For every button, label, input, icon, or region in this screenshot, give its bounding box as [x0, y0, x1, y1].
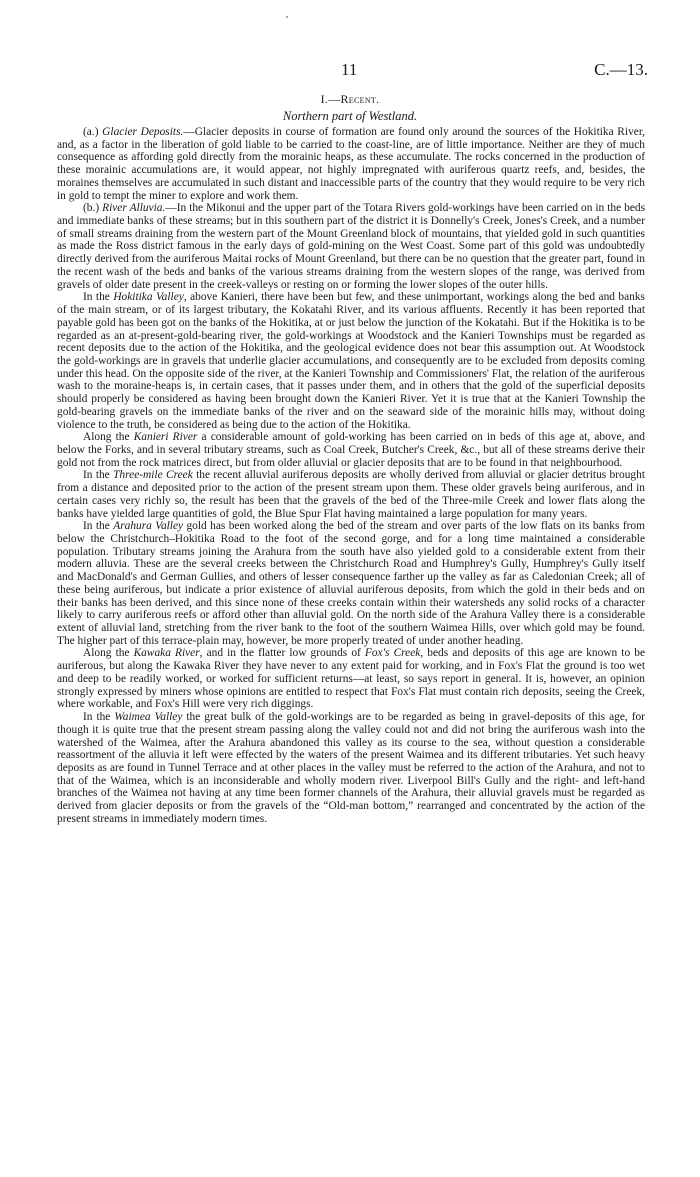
- paragraph-text: gold has been worked along the bed of the stream and over parts of the low flats on its banks from below the Christchurch–Hokitika Road to the foot of the second gorge, and for a long time maintained a considerable population. Tributary streams joining the Arahura from the south have also yielded gold to a considerable extent from their modern alluvia. These are the several creeks between the Christchurch Road and Humphrey's Gully, Humphrey's Gully itself and MacDonald's and German Gullies, and others of lesser consequence farther up the valley as far as Caledonian Creek; all of these being auriferous, but indicate a prior existence of alluvial auriferous deposits, from which the gold in their beds and on their banks has been derived, and this since none of these creeks contain within their watersheds any solid rocks of a character likely to carry auriferous reefs or afford other than alluvial gold. On the north side of the Arahura Valley there is a considerable extent of alluvial land, stretching from the river bank to the foot of the southern Waimea Hills, over which gold may be found. The higher part of this terrace-plain may, however, be more properly treated of under another heading.: [57, 520, 645, 647]
- paragraph-kanieri-river: [57, 431, 645, 469]
- paragraph-lead: In the: [83, 711, 115, 724]
- paragraph-topic: Kawaka River: [133, 647, 200, 660]
- paragraph-text: —Glacier deposits in course of formation are found only around the sources of the Hokitika River, and, as a factor in the liberation of gold liable to be carried to the coast-line, are of little importance. Neither are they of much consequence as affording gold directly from the morainic heaps, as these accumulate. The rocks concerned in the production of these morainic accumulations are, it would appear, not highly impregnated with auriferous quartz reefs, and, besides, the moraines themselves are accumulated in such distant and inaccessible parts of the country that they would require to be very rich in gold to tempt the miner to explore and work them.: [57, 126, 646, 202]
- paragraph-text: a considerable amount of gold-working has been carried on in beds of this age at, above, and below the Forks, and in several tributary streams, such as Coal Creek, Butcher's Creek, &c., but all of these streams derive their gold not from the rock matrices direct, but from older alluvial or glacier deposits that are to be found in that neighbourhood.: [57, 431, 645, 469]
- paragraph-kawaka-river: [57, 647, 645, 711]
- paragraph-topic: River Alluvia.: [102, 202, 166, 215]
- paragraph-topic: Hokitika Valley: [113, 291, 184, 304]
- section-title: Recent.: [340, 92, 380, 106]
- paragraph-label: (a.): [83, 126, 103, 138]
- body-text: [57, 126, 645, 826]
- paragraph-arahura-valley: [57, 520, 645, 647]
- paragraph-lead: In the: [83, 520, 114, 533]
- paragraph-topic: Arahura Valley: [113, 520, 184, 533]
- paragraph-topic: Kanieri River: [133, 431, 198, 444]
- paragraph-topic: Three-mile Creek: [113, 469, 193, 482]
- paragraph-topic: Waimea Valley: [114, 711, 183, 724]
- paragraph-topic-secondary: Fox's Creek: [364, 647, 421, 660]
- paragraph-waimea-valley: [57, 711, 645, 825]
- page-header: [0, 60, 700, 84]
- paragraph-text: , and in the flatter low grounds of: [199, 647, 365, 660]
- paragraph-river-alluvia: [57, 202, 645, 291]
- paragraph-lead: Along the: [83, 431, 134, 444]
- page-number: 11: [341, 60, 358, 79]
- section-subheading: Northern part of Westland.: [282, 109, 418, 123]
- document-reference: C.—13.: [594, 60, 648, 79]
- paragraph-label: (b.): [83, 202, 103, 215]
- section-heading: [0, 92, 700, 107]
- paragraph-text: , above Kanieri, there have been but few, and these unimportant, workings along the bed and banks of the main stream, or of its largest tributary, the Kokatahi River, and its various affluents. Recently it has been reported that payable gold has been got on the banks of the Hokitika, at or just below the junction of the Kokatahi. But if the Hokitika is to be regarded as an at-present-gold-bearing river, the gold-workings at Woodstock and the Kanieri Townships must be regarded as recent deposits due to the action of the Hokitika, and the geological evidence does not bear this assumption out. At Woodstock the gold-workings are in gravels that underlie glacier accumulations, and consequently are to be excluded from deposits coming under this head. On the opposite side of the river, at the Kanieri Township and Commissioners' Flat, the relation of the auriferous wash to the moraine-heaps is, in certain cases, that it passes under them, and in others that the gold of the superficial deposits should properly be considered as having been brought down the Kanieri River. Yet it is true that at the Kanieri Township the gold-bearing gravels on the immediate banks of the river and on the seaward side of the morainic hills may, without doing violence to the truth, be considered as being due to the action of the Hokitika.: [57, 291, 645, 431]
- paragraph-text: the recent alluvial auriferous deposits are wholly derived from alluvial or glacier detritus brought from a distance and deposited prior to the action of the present stream upon them. These older gravels being auriferous, and in certain cases very richly so, the result has been that the gravels of the bed of the Three-mile Creek and lower flats along the banks have yielded large quantities of gold, the Blue Spur Flat having maintained a large population for many years.: [57, 469, 645, 520]
- paragraph-glacier-deposits: [57, 126, 645, 202]
- paragraph-lead: In the: [83, 469, 114, 482]
- paragraph-three-mile-creek: [57, 469, 645, 520]
- paragraph-lead: Along the: [83, 647, 134, 660]
- paragraph-topic: Glacier Deposits.: [102, 126, 184, 138]
- paragraph-hokitika-valley: [57, 291, 645, 431]
- paragraph-lead: In the: [83, 291, 114, 304]
- print-speck: [286, 16, 288, 18]
- paragraph-text: the great bulk of the gold-workings are to be regarded as being in gravel-deposits of this age, for though it is quite true that the present stream passing along the valley could not and did not bring the auriferous wash into the watershed of the Waimea, after the Arahura abandoned this valley as its course to the sea, without question a considerable reassortment of the alluvia it left were effected by the waters of the present Waimea and its different tributaries. Yet such heavy deposits as are found in Tunnel Terrace and at other places in the valley must be referred to the action of the Arahura, and not to that of the Waimea, which is an inconsiderable and wholly modern river. Liverpool Bill's Gully and the right- and left-hand branches of the Waimea not having at any time been former channels of the Arahura, their alluvial gravels must be regarded as derived from glacier deposits or from the gravels of the “Old-man bottom,” rearranged and concentrated by the action of the present streams in immediately modern times.: [57, 711, 645, 825]
- section-number: I.—: [320, 92, 341, 106]
- paragraph-text: —In the Mikonui and the upper part of the Totara Rivers gold-workings have been carried on in the beds and immediate banks of these streams; but in this southern part of the district it is Donnelly's Creek, Jones's Creek, and a number of small streams draining from the western part of the Mount Greenland block of mountains, that yielded gold in such quantities as made the Ross district famous in the early days of gold-mining on the West Coast. Some part of this gold was undoubtedly directly derived from the auriferous Maitai rocks of Mount Greenland, but there can be no question that the greater part, found in the recent wash of the beds and banks of the various streams draining from the western slopes of the range, was derived from gravels of older date present in the creek-valleys or resting on or forming the lower slopes of the outer hills.: [57, 202, 646, 291]
- paragraph-text: , beds and deposits of this age are known to be auriferous, but along the Kawaka River they have never to any extent paid for working, and in Fox's Flat the ground is too wet and deep to be readily worked, or worked for sufficient returns—at least, so says report in general. It is, however, an opinion strongly expressed by miners whose opinions are entitled to respect that Fox's Flat must contain rich deposits, seeing the Creek, where workable, and Fox's Hill were very rich diggings.: [57, 647, 646, 711]
